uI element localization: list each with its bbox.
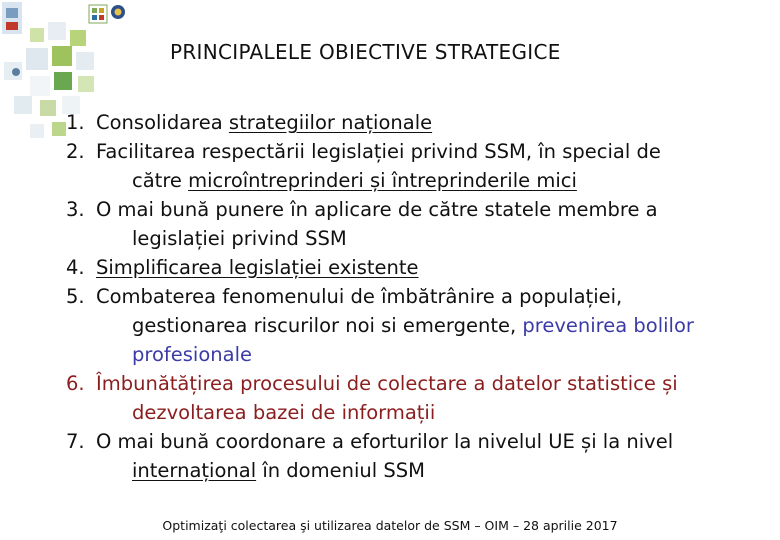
list-item: 4. Simplificarea legislației existente bbox=[66, 256, 419, 279]
list-item: 3. O mai bună punere în aplicare de către statele membre a legislației privind SSM bbox=[66, 198, 658, 250]
list-item: 1. Consolidarea strategiilor naționale bbox=[66, 111, 433, 134]
emblem-icon bbox=[110, 4, 126, 20]
objectives-list bbox=[66, 108, 774, 485]
list-item: 7. O mai bună coordonare a eforturilor la nivelul UE și la nivel internațional în domeniul SSM bbox=[66, 430, 674, 482]
list-item: 2. Facilitarea respectării legislației privind SSM, în special de către microîntreprinderi și întreprinderile mici bbox=[66, 140, 661, 192]
list-item: 6. Îmbunătățirea procesului de colectare a datelor statistice și dezvoltarea bazei de informații bbox=[66, 372, 678, 424]
list-item: 5. Combaterea fenomenului de îmbătrânire a populației, gestionarea riscurilor noi si emergente, prevenirea bolilor profesionale bbox=[66, 285, 694, 366]
partner-logo-icon bbox=[88, 4, 108, 24]
slide-footer: Optimizaţi colectarea şi utilizarea datelor de SSM – OIM – 28 aprilie 2017 bbox=[162, 518, 618, 533]
slide-title: PRINCIPALELE OBIECTIVE STRATEGICE bbox=[170, 40, 561, 64]
